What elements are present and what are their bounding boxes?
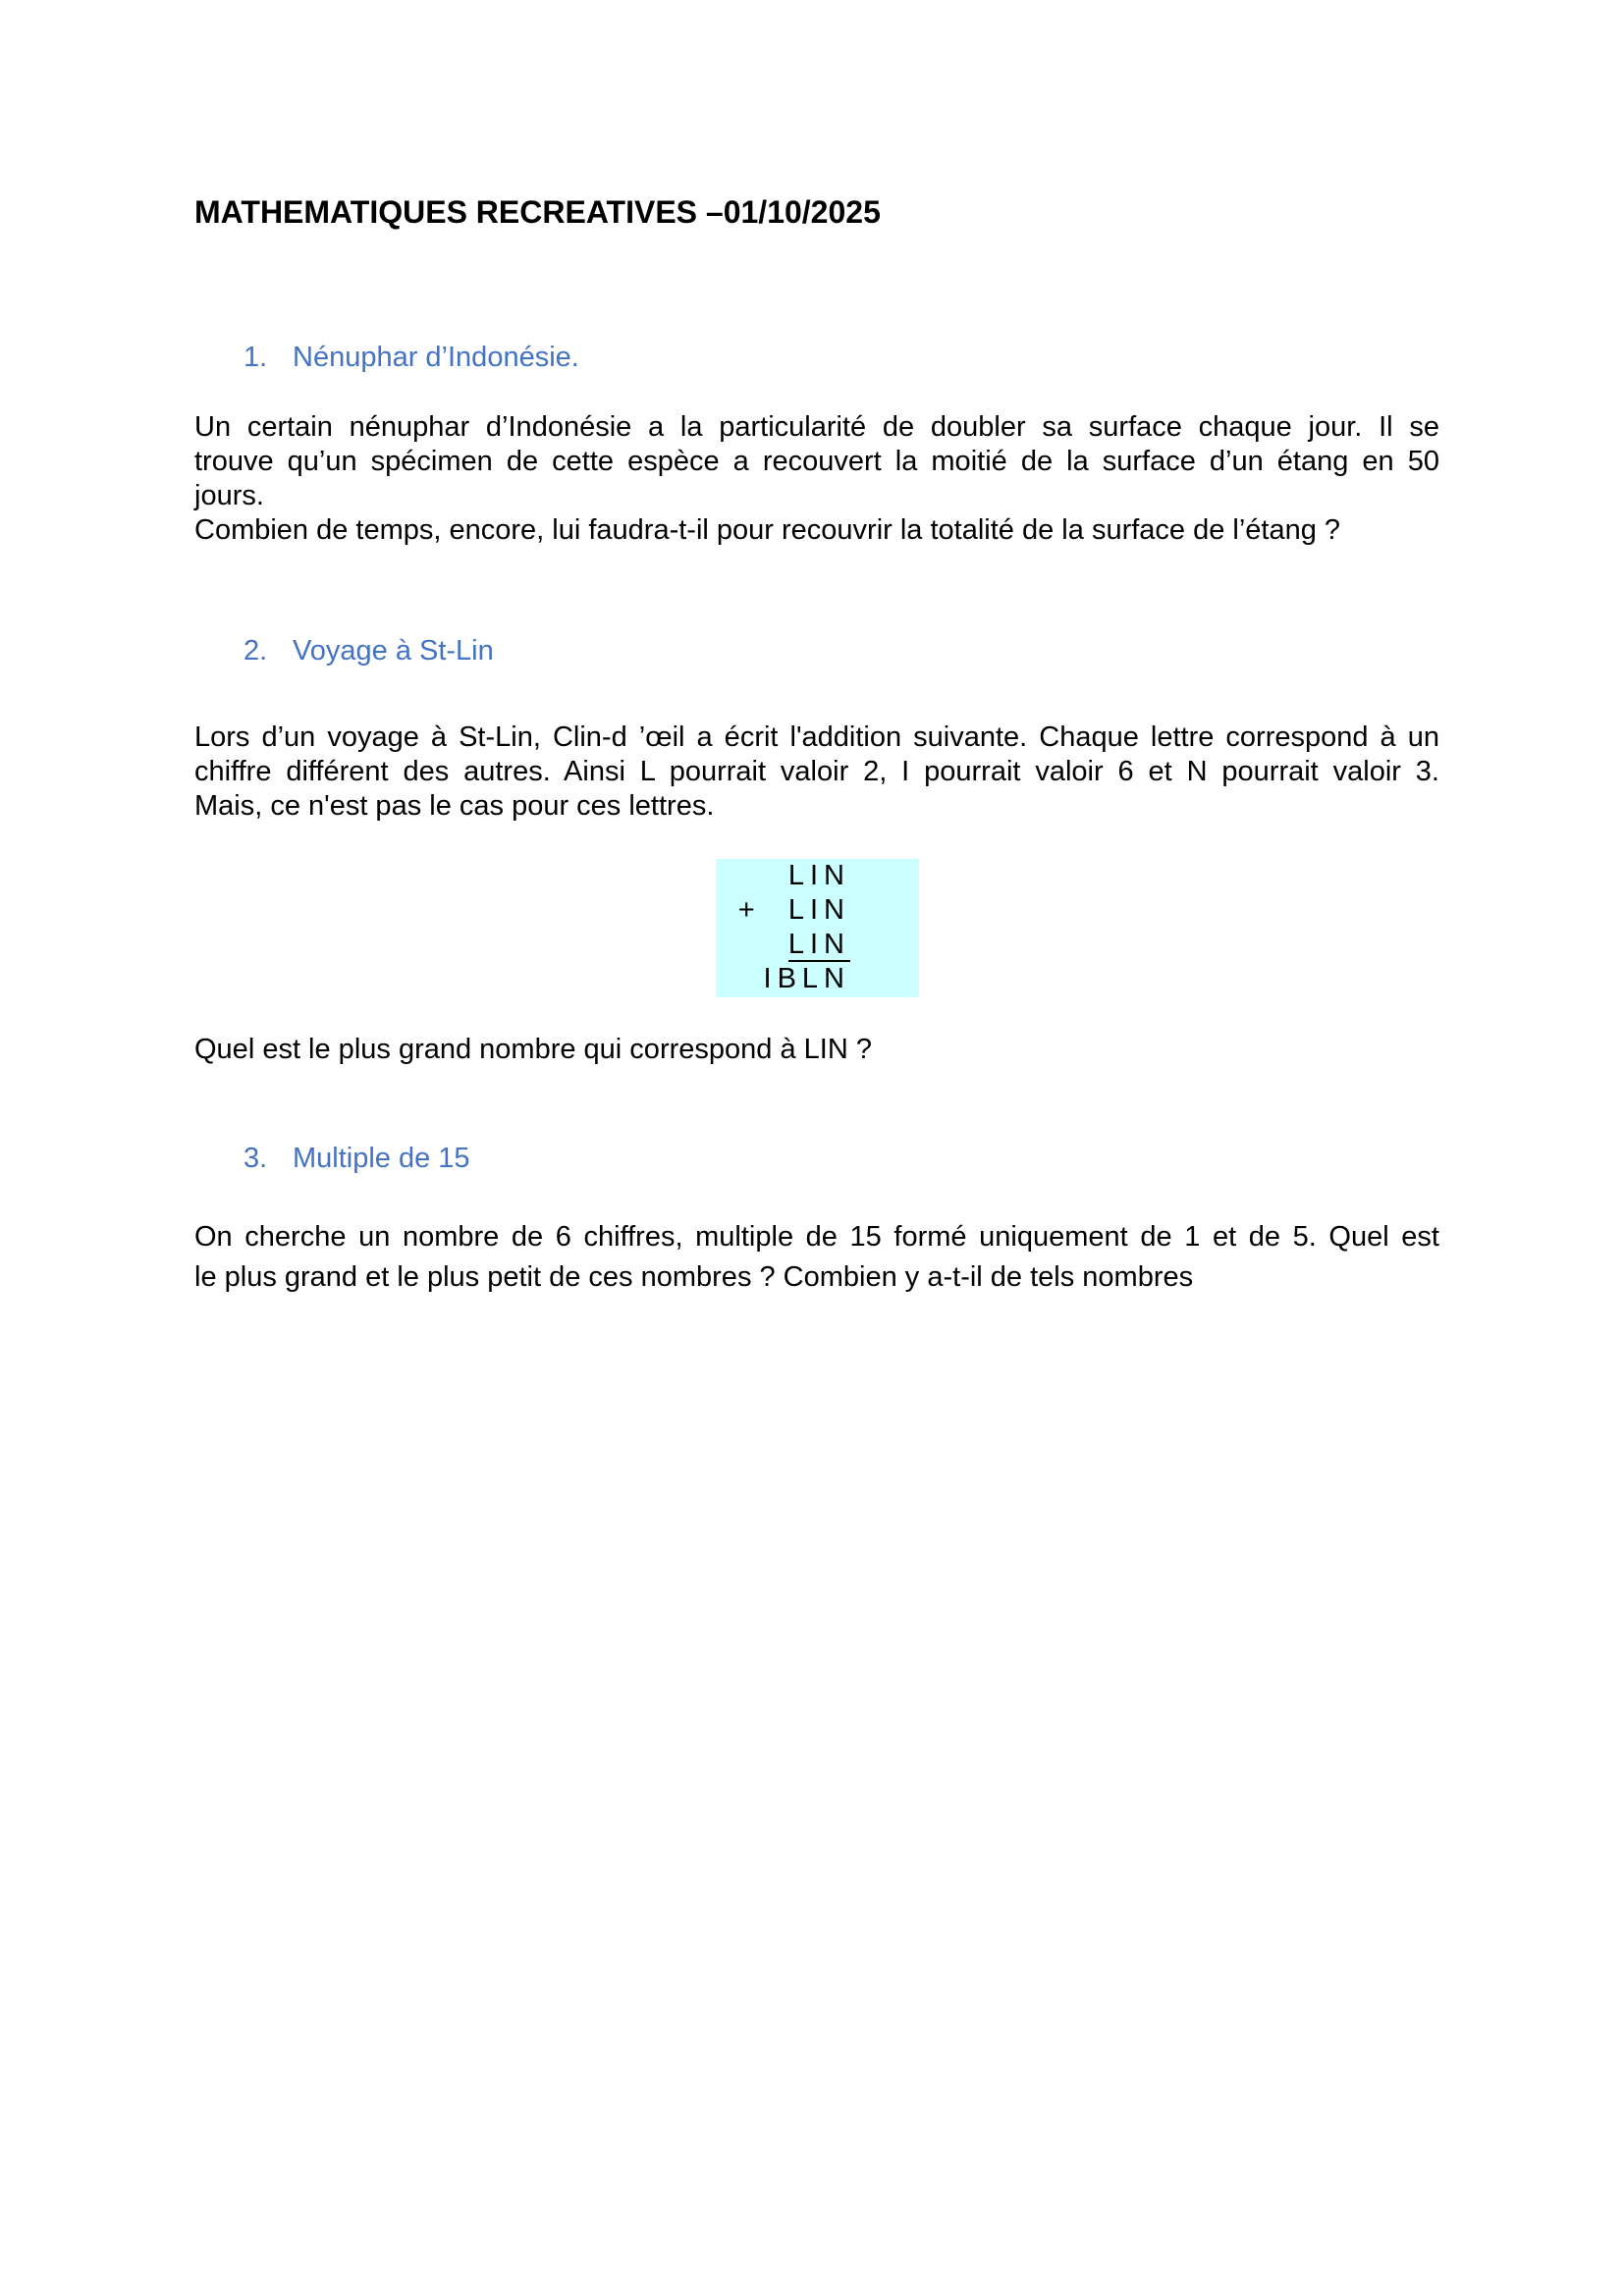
section-3-paragraph bbox=[194, 1217, 1439, 1298]
section-2-line-3: Mais, ce n'est pas le cas pour ces lettres. bbox=[194, 790, 715, 822]
section-3-line-2: le plus grand et le plus petit de ces nombres ? Combien y a-t-il de tels nombres bbox=[194, 1261, 1194, 1293]
section-3-heading bbox=[244, 1143, 470, 1175]
addition-row-2-value: LIN bbox=[787, 894, 850, 926]
addition-row-2 bbox=[738, 893, 850, 928]
section-1-line-2: trouve qu’un spécimen de cette espèce a recouvert la moitié de la surface d’un étang en 50 bbox=[194, 446, 1439, 477]
section-3-title: Multiple de 15 bbox=[293, 1143, 470, 1174]
section-3-number: 3. bbox=[244, 1143, 268, 1174]
addition-row-3-value: LIN bbox=[787, 929, 850, 960]
addition-row-1: LIN bbox=[787, 860, 850, 891]
section-1-paragraph bbox=[194, 410, 1439, 548]
section-1-line-3: jours. bbox=[194, 480, 264, 511]
addition-plus-sign: + bbox=[737, 894, 761, 926]
addition-result: IBLN bbox=[763, 963, 850, 994]
addition-box bbox=[716, 859, 919, 997]
section-1-number: 1. bbox=[244, 342, 268, 373]
section-2-title: Voyage à St-Lin bbox=[293, 635, 494, 667]
section-3-line-1: On cherche un nombre de 6 chiffres, multiple de 15 formé uniquement de 1 et de 5. Quel est bbox=[194, 1221, 1439, 1253]
page-title: MATHEMATIQUES RECREATIVES –01/10/2025 bbox=[194, 194, 881, 230]
section-2-number: 2. bbox=[244, 635, 268, 667]
section-2-line-2: chiffre différent des autres. Ainsi L pourrait valoir 2, I pourrait valoir 6 et N pourrait valoir 3. bbox=[194, 756, 1439, 787]
section-1-title: Nénuphar d’Indonésie. bbox=[293, 342, 579, 373]
addition-row-3 bbox=[788, 928, 850, 962]
section-2-question bbox=[194, 1033, 1439, 1067]
section-2-line-1: Lors d’un voyage à St-Lin, Clin-d ’œil a écrit l'addition suivante. Chaque lettre correspond à un bbox=[194, 721, 1439, 753]
section-1-line-4: Combien de temps, encore, lui faudra-t-il pour recouvrir la totalité de la surface de l’étang ? bbox=[194, 514, 1341, 546]
section-2-question-text: Quel est le plus grand nombre qui correspond à LIN ? bbox=[194, 1034, 872, 1065]
section-1-line-1: Un certain nénuphar d’Indonésie a la particularité de doubler sa surface chaque jour. Il se bbox=[194, 411, 1439, 443]
section-2-paragraph bbox=[194, 721, 1439, 824]
section-2-heading bbox=[244, 635, 494, 667]
section-1-heading bbox=[244, 342, 579, 374]
